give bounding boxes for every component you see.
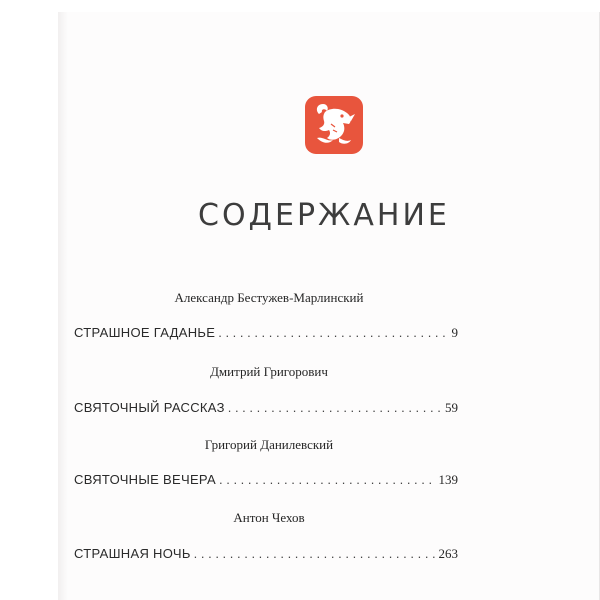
- contents-heading: СОДЕРЖАНИЕ: [198, 198, 450, 233]
- table-of-contents: [74, 0, 464, 600]
- dot-leader: [194, 546, 436, 561]
- toc-entry-title[interactable]: СВЯТОЧНЫЙ РАССКАЗ: [74, 400, 225, 415]
- page-gutter: [58, 12, 68, 600]
- dot-leader: [219, 472, 436, 487]
- toc-author: Александр Бестужев-Марлинский: [174, 290, 364, 305]
- dot-leader: [228, 400, 442, 415]
- toc-entry[interactable]: [74, 546, 458, 562]
- dot-leader: [218, 325, 448, 340]
- toc-entry[interactable]: [74, 325, 458, 341]
- toc-entry-page[interactable]: 263: [438, 546, 458, 561]
- toc-entry-title[interactable]: СТРАШНАЯ НОЧЬ: [74, 546, 191, 561]
- toc-entry-page[interactable]: 139: [438, 472, 458, 487]
- toc-entry[interactable]: [74, 400, 458, 416]
- toc-entry[interactable]: [74, 472, 458, 488]
- toc-entry-title[interactable]: СВЯТОЧНЫЕ ВЕЧЕРА: [74, 472, 216, 487]
- toc-entry-title[interactable]: СТРАШНОЕ ГАДАНЬЕ: [74, 325, 216, 340]
- toc-author: Дмитрий Григорович: [210, 364, 328, 379]
- toc-author: Григорий Данилевский: [204, 437, 334, 452]
- toc-author: Антон Чехов: [233, 510, 305, 525]
- toc-entry-page[interactable]: 59: [445, 400, 458, 415]
- toc-entry-page[interactable]: 9: [451, 325, 458, 340]
